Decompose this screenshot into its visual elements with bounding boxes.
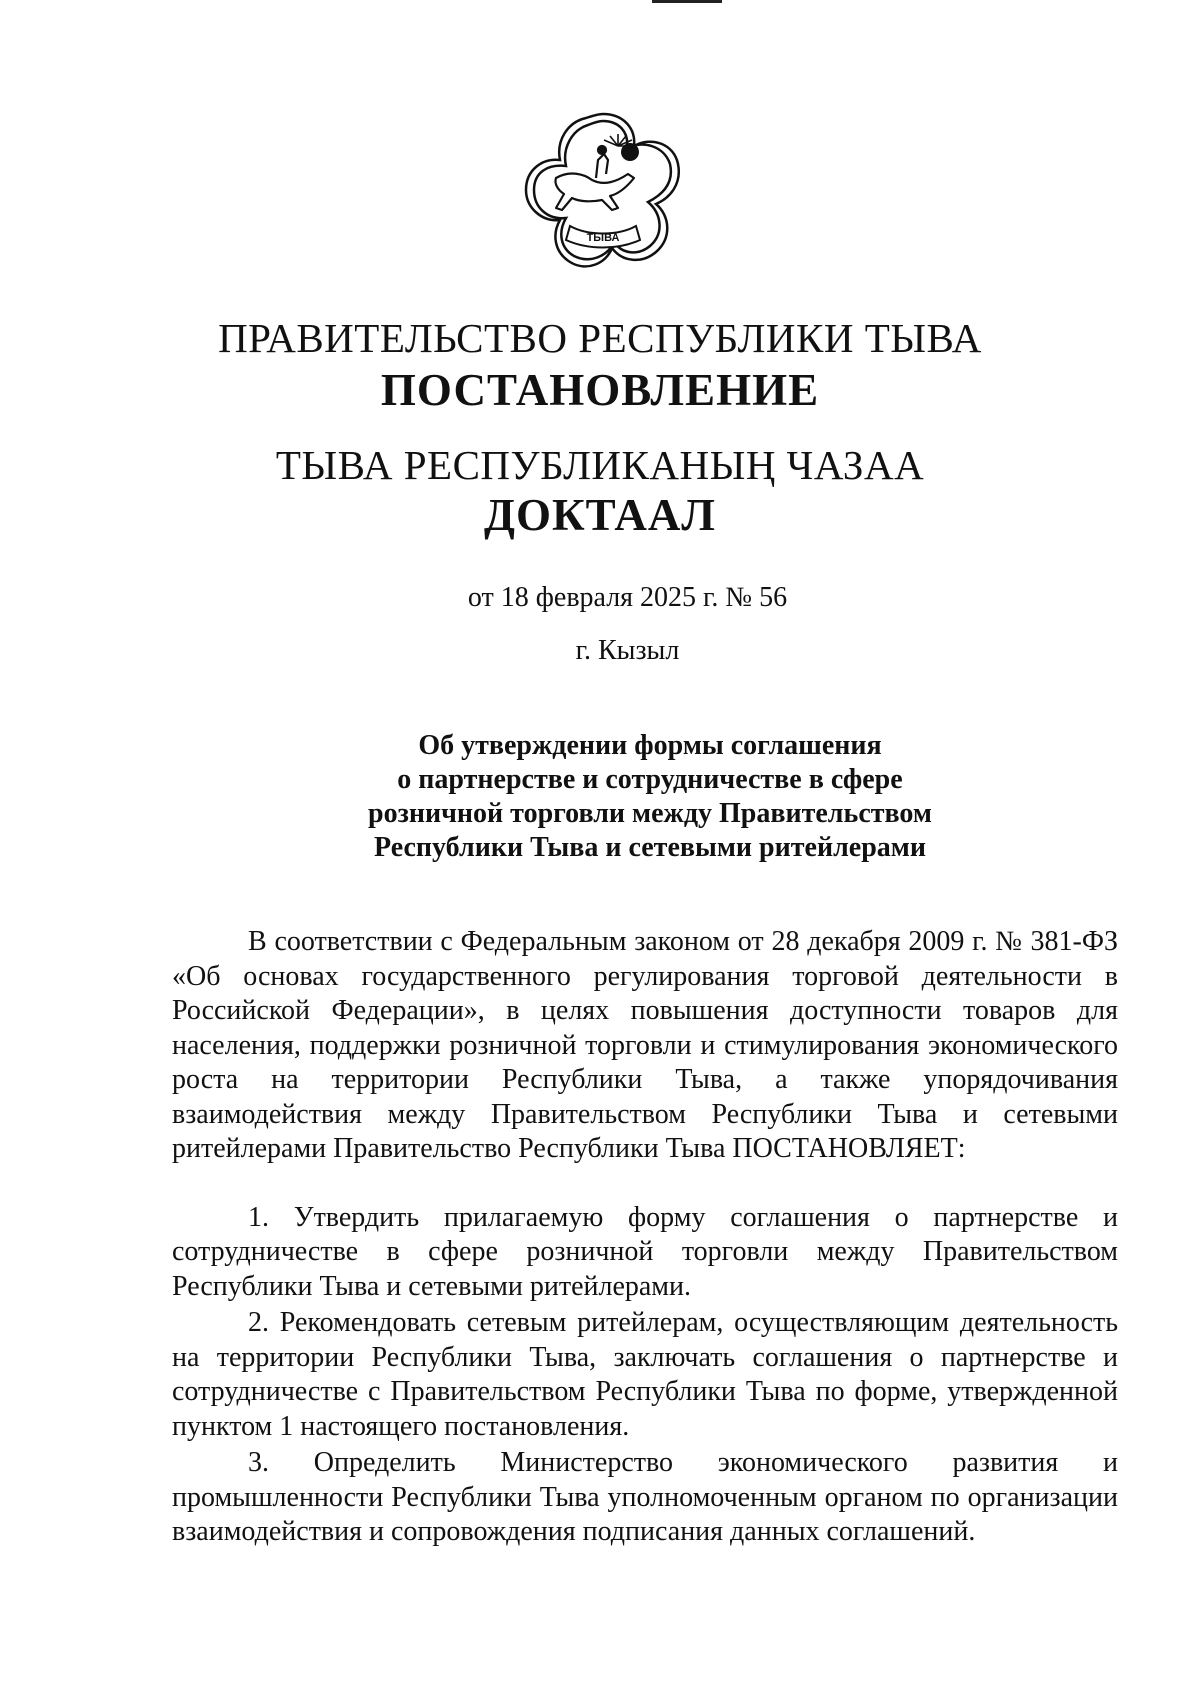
government-title-ru: ПРАВИТЕЛЬСТВО РЕСПУБЛИКИ ТЫВА xyxy=(218,315,982,361)
preamble-paragraph: В соответствии с Федеральным законом от 28 декабря 2009 г. № 381-ФЗ «Об основах государственного регулирования торговой деятельности в Российской Федерации», в целях повышения доступности товаров для населения, поддержки розничной торговли и стимулирования экономического роста на территории Республики Тыва, а также упорядочивания взаимодействия между Правительством Республики Тыва и сетевыми ритейлерами Правительство Республики Тыва ПОСТАНОВЛЯЕТ: xyxy=(172,926,1118,1164)
document-type-tyv: ДОКТААЛ xyxy=(484,490,716,540)
item-paragraph-3: 3. Определить Министерство экономического развития и промышленности Республики Тыва уполномоченным органом по организации взаимодействия и сопровождения подписания данных соглашений. xyxy=(172,1447,1118,1547)
document-date-number: от 18 февраля 2025 г. № 56 xyxy=(467,582,788,613)
subject-line: о партнерстве и сотрудничестве в сфере xyxy=(397,764,903,795)
subject-line: Об утверждении формы соглашения xyxy=(418,730,882,761)
subject-line: розничной торговли между Правительством xyxy=(368,798,932,829)
emblem-caption: ТЫВА xyxy=(586,232,620,244)
item-paragraph-1: 1. Утвердить прилагаемую форму соглашения о партнерстве и сотрудничестве в сфере розничной торговли между Правительством Республики Тыва и сетевыми ритейлерами. xyxy=(172,1201,1118,1302)
subject-line: Республики Тыва и сетевыми ритейлерами xyxy=(373,832,926,863)
item-paragraph-2: 2. Рекомендовать сетевым ритейлерам, осуществляющим деятельность на территории Республики Тыва, заключать соглашения о партнерстве и сотрудничестве с Правительством Республики Тыва по форме, утвержденной пунктом 1 настоящего постановления. xyxy=(172,1307,1118,1442)
document-body xyxy=(172,925,1118,1550)
document-type-ru: ПОСТАНОВЛЕНИЕ xyxy=(380,365,820,415)
scan-edge-mark xyxy=(652,0,722,3)
document-subject xyxy=(300,729,1000,865)
government-title-tyv: ТЫВА РЕСПУБЛИКАНЫҢ ЧАЗАА xyxy=(275,442,925,488)
document-city: г. Кызыл xyxy=(575,635,680,666)
coat-of-arms-emblem xyxy=(518,108,688,276)
